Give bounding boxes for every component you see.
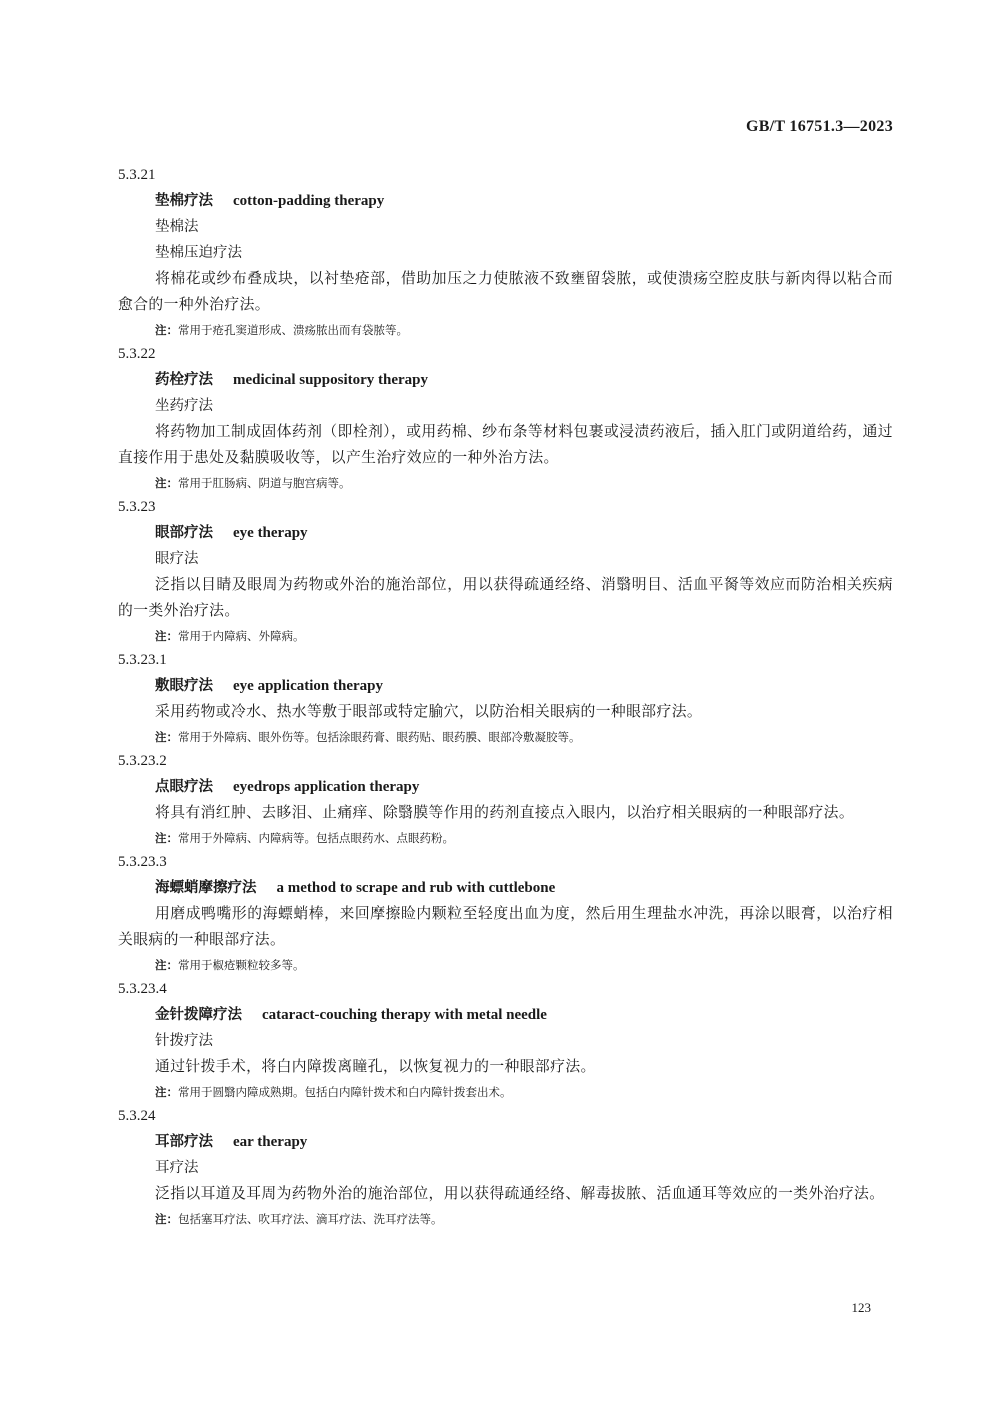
term-en: cataract-couching therapy with metal needle xyxy=(262,1007,547,1023)
note-text: 常用于圆翳内障成熟期。包括白内障针拨术和白内障针拨套出术。 xyxy=(178,1085,512,1099)
note-text: 常用于疮孔窦道形成、溃疡脓出而有袋脓等。 xyxy=(178,323,408,337)
entry-term xyxy=(118,1002,893,1028)
entry-note xyxy=(118,826,893,850)
note-text: 常用于肛肠病、阴道与胞宫病等。 xyxy=(178,476,351,490)
entry-note xyxy=(118,471,893,495)
term-zh: 药栓疗法 xyxy=(155,372,213,388)
term-en: cotton-padding therapy xyxy=(233,193,385,209)
entry-definition: 将棉花或纱布叠成块，以衬垫疮部，借助加压之力使脓液不致壅留袋脓，或使溃疡空腔皮肤与新肉得以粘合而愈合的一种外治疗法。 xyxy=(118,270,893,313)
entry-number: 5.3.23 xyxy=(118,499,156,515)
note-label: 注： xyxy=(155,730,178,744)
entry-note xyxy=(118,953,893,977)
page-number: 123 xyxy=(851,1300,871,1315)
note-text: 常用于外障病、内障病等。包括点眼药水、点眼药粉。 xyxy=(178,831,454,845)
standard-code: GB/T 16751.3—2023 xyxy=(745,118,893,135)
entry-number: 5.3.24 xyxy=(118,1108,156,1124)
note-label: 注： xyxy=(155,323,178,337)
entry-term xyxy=(118,875,893,901)
term-zh: 敷眼疗法 xyxy=(155,678,213,694)
entry-definition: 泛指以耳道及耳周为药物外治的施治部位，用以获得疏通经络、解毒拔脓、活血通耳等效应的一类外治疗法。 xyxy=(155,1185,885,1202)
note-label: 注： xyxy=(155,629,178,643)
entry-synonym: 眼疗法 xyxy=(155,551,199,567)
term-en: a method to scrape and rub with cuttlebone xyxy=(276,880,556,896)
note-label: 注： xyxy=(155,1085,178,1099)
note-label: 注： xyxy=(155,958,178,972)
document-body xyxy=(118,163,893,1231)
entry-synonym: 耳疗法 xyxy=(155,1160,199,1176)
entry xyxy=(118,1104,893,1231)
term-zh: 眼部疗法 xyxy=(155,525,213,541)
term-en: medicinal suppository therapy xyxy=(233,372,429,388)
entry-number: 5.3.23.2 xyxy=(118,753,167,769)
note-label: 注： xyxy=(155,1212,178,1226)
entry-definition: 泛指以目睛及眼周为药物或外治的施治部位，用以获得疏通经络、消翳明目、活血平胬等效应而防治相关疾病的一类外治疗法。 xyxy=(118,576,893,619)
entry xyxy=(118,163,893,342)
term-zh: 垫棉疗法 xyxy=(155,193,213,209)
entry-definition: 采用药物或冷水、热水等敷于眼部或特定腧穴，以防治相关眼病的一种眼部疗法。 xyxy=(155,703,703,720)
note-label: 注： xyxy=(155,476,178,490)
entry-definition: 通过针拨手术，将白内障拨离瞳孔，以恢复视力的一种眼部疗法。 xyxy=(155,1058,596,1075)
entry xyxy=(118,342,893,495)
term-en: eye therapy xyxy=(233,525,308,541)
entry-synonym: 针拨疗法 xyxy=(155,1033,213,1049)
entry-note xyxy=(118,1080,893,1104)
note-text: 常用于外障病、眼外伤等。包括涂眼药膏、眼药贴、眼药膜、眼部冷敷凝胶等。 xyxy=(178,730,581,744)
term-zh: 海螵蛸摩擦疗法 xyxy=(155,880,257,896)
entry-synonym: 坐药疗法 xyxy=(155,398,213,414)
entry-definition: 用磨成鸭嘴形的海螵蛸棒，来回摩擦睑内颗粒至轻度出血为度，然后用生理盐水冲洗，再涂以眼膏，以治疗相关眼病的一种眼部疗法。 xyxy=(118,905,893,948)
entry-term xyxy=(118,520,893,546)
entry-note xyxy=(118,1207,893,1231)
note-text: 包括塞耳疗法、吹耳疗法、滴耳疗法、洗耳疗法等。 xyxy=(178,1212,443,1226)
entry-term xyxy=(118,774,893,800)
entry xyxy=(118,977,893,1104)
term-zh: 点眼疗法 xyxy=(155,779,213,795)
entry-number: 5.3.21 xyxy=(118,167,156,183)
entry-number: 5.3.23.1 xyxy=(118,652,167,668)
entry-note xyxy=(118,318,893,342)
note-text: 常用于内障病、外障病。 xyxy=(178,629,305,643)
term-en: eye application therapy xyxy=(233,678,383,694)
term-zh: 金针拨障疗法 xyxy=(155,1007,242,1023)
entry-term xyxy=(118,367,893,393)
entry-synonym: 垫棉法 xyxy=(155,219,199,235)
term-en: eyedrops application therapy xyxy=(233,779,420,795)
entry-term xyxy=(118,673,893,699)
entry-term xyxy=(118,188,893,214)
note-label: 注： xyxy=(155,831,178,845)
entry xyxy=(118,648,893,749)
entry-note xyxy=(118,725,893,749)
entry-note xyxy=(118,624,893,648)
entry-term xyxy=(118,1129,893,1155)
entry xyxy=(118,495,893,648)
entry xyxy=(118,749,893,850)
entry-definition: 将具有消红肿、去眵泪、止痛痒、除翳膜等作用的药剂直接点入眼内，以治疗相关眼病的一种眼部疗法。 xyxy=(155,804,855,821)
term-en: ear therapy xyxy=(233,1134,308,1150)
entry-number: 5.3.23.4 xyxy=(118,981,167,997)
term-zh: 耳部疗法 xyxy=(155,1134,213,1150)
note-text: 常用于椒疮颗粒较多等。 xyxy=(178,958,305,972)
entry-definition: 将药物加工制成固体药剂（即栓剂），或用药棉、纱布条等材料包裹或浸渍药液后，插入肛门或阴道给药，通过直接作用于患处及黏膜吸收等，以产生治疗效应的一种外治方法。 xyxy=(118,423,893,466)
entry xyxy=(118,850,893,977)
entry-number: 5.3.23.3 xyxy=(118,854,167,870)
entry-number: 5.3.22 xyxy=(118,346,156,362)
entry-synonym: 垫棉压迫疗法 xyxy=(155,245,242,261)
